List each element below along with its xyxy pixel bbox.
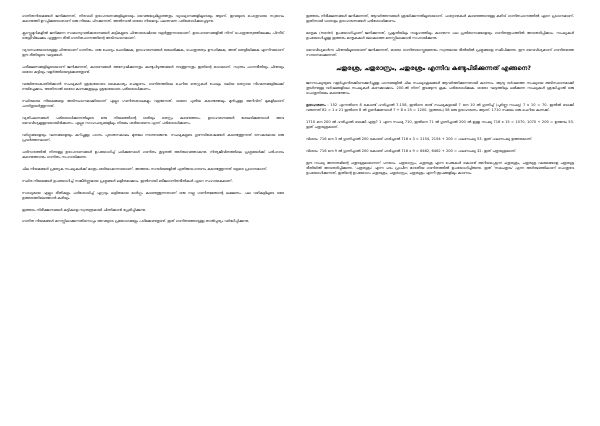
body-paragraph: ചില നിയമങ്ങൾ പ്രത്യേക സംഖ്യകൾക്ക് മാത്രം ശരിയാകുന്നവയാണ്. അത്തരം സന്ദർഭങ്ങളിൽ എതിരുദാഹരണം കണ്ടെത്തുന്നത് വളരെ പ്രധാനമാണ്. — [22, 167, 268, 171]
calculation-paragraph: വിശദം: 716 നെ 9 ൽ ഗുണിച്ചാൽ 200 കൊണ്ട് ഹരിച്ചാൽ 716 x 9 = 6462, 6462 + 200 = ഫലസംഖ്യ 32. ഇത് ചതുരശ്രമാണ്. — [306, 149, 517, 153]
body-paragraph: ജനസംഖ്യയുടെ വളർച്ചാനിരക്കിനെക്കുറിച്ചുള്ള പഠനങ്ങളിൽ ചില സംഖ്യാക്രമങ്ങൾ ആവർത്തിക്കുന്നതായി കാണാം. ആദ്യ വർഷത്തെ സംഖ്യയെ അടിസ്ഥാനമാക്കി തുടർന്നുള്ള വർഷങ്ങളിലെ സംഖ്യകൾ കണക്കാക്കാം. 200-ൽ നിന്ന് തുടങ്ങുന്ന ക്രമം പരിശോധിക്കുക. ഓരോ ഘട്ടത്തിലും ലഭിക്കുന്ന സംഖ്യകൾ ശ്രദ്ധിച്ചാൽ ഒരു പൊതുനിയമം കണ്ടെത്താം. — [306, 81, 574, 96]
body-paragraph: പരീക്ഷണങ്ങളിലൂടെയാണ് ജനിക്കുന്നത്, കാരണങ്ങൾ അന്വേഷിക്കുന്നതും കണ്ടുപിടുത്തങ്ങൾ നടത്തുന്നതും ഇതിന്റെ ഭാഗമാണ്. സ്വന്തം പഠനരീതിയും ചിന്തയും ഓരോ കുട്ടിയും വളർത്തിയെടുക്കേണ്ടതുണ്ട്. — [22, 65, 284, 75]
body-paragraph: വർഗ്ഗങ്ങളെയും ഘനങ്ങളെയും കുറിച്ചുള്ള പഠനം പുരാതനകാലം മുതലേ നടന്നുവരുന്നു. സംഖ്യകളുടെ ഗുണവിശേഷങ്ങൾ കണ്ടെത്തുന്നത് രസകരമായ ഒരു പ്രവർത്തനമാണ്. — [22, 133, 284, 143]
body-paragraph: വ്യവസ്ഥയോടെയുള്ള ചിന്തയാണ് ഗണിതം. ഒരു ചോദ്യം ചോദിക്കുക, ഉദാഹരണങ്ങൾ ശേഖരിക്കുക, പൊതുതത്വം ഊഹിക്കുക, അത് തെളിയിക്കുക എന്നിവയാണ് ഈ രീതിയുടെ ഘട്ടങ്ങൾ. — [22, 48, 284, 58]
body-paragraph: സാധ്യമായ എല്ലാ രീതികളും പരിശോധിച്ച് ഏറ്റവും ലളിതമായ മാർഗ്ഗം കണ്ടെത്തുന്നതാണ് ഒരു നല്ല ഗണിതജ്ഞന്റെ ലക്ഷണം. പല വഴികളിലൂടെ ഒരേ ഉത്തരത്തിലെത്താൻ കഴിയും. — [22, 190, 284, 200]
body-paragraph: സ്ഥിര നിയമങ്ങൾ ഉപയോഗിച്ച് സങ്കീർണ്ണമായ പ്രശ്നങ്ങൾ ലളിതമാക്കാം. ഇതിനായി ബീജഗണിതരീതികൾ ഏറെ സഹായകമാണ്. — [22, 178, 233, 183]
body-paragraph: ഇത്തരം നിരീക്ഷണങ്ങൾ കുട്ടികളെ സ്വതന്ത്രമായി ചിന്തിക്കാൻ പ്രേരിപ്പിക്കുന്നു. — [22, 207, 147, 212]
body-paragraph: ഗണിതനിയമങ്ങൾ ജനിക്കുന്നത്, നിരവധി ഉദാഹരണങ്ങളിലൂടെയും വൈരുദ്ധ്യമില്ലാത്തതും വ്യാഖ്യാനങ്ങളിലൂടെയും ആണ്. ഇവയുടെ പൊതുവായ സ്വഭാവം കണ്ടെത്തി ഉറപ്പിക്കുമ്പോഴാണ് ഒരു നിയമം പിറക്കുന്നത്. അതിനാൽ ഓരോ നിയമവും പലതവണ പരിശോധിക്കപ്പെടുന്നു. — [22, 14, 284, 24]
left-column — [22, 14, 284, 231]
intro-paragraph: ഇത്തരം നിരീക്ഷണങ്ങൾ ജനിക്കുന്നത്, ആവർത്തനങ്ങൾ ശ്രദ്ധിക്കുന്നതിലൂടെയാണ്. പാറ്റേണുകൾ കണ്ടെത്താനുള്ള കഴിവ് ഗണിതപഠനത്തിൽ ഏറെ പ്രധാനമാണ്. ഇതിനായി ധാരാളം ഉദാഹരണങ്ങൾ പരിശോധിക്കണം. — [306, 14, 574, 24]
body-paragraph: വ്യതിചലനങ്ങൾ പരിശോധിക്കുന്നതിലൂടെ ഒരു നിയമത്തിന്റെ ശരിയും തെറ്റും കണ്ടെത്താം. ഉദാഹരണങ്ങൾ ശേഖരിക്കുമ്പോൾ അവ വൈവിധ്യമുള്ളവയായിരിക്കണം. എല്ലാ സാഹചര്യങ്ങളിലും നിയമം ശരിയാണോ എന്ന് പരിശോധിക്കണം. — [22, 116, 284, 126]
intro-paragraph: മാതൃക (model) ഉപയോഗിച്ചാണ് ജനിക്കുന്നത്, പ്രകൃതിയിലും സമൂഹത്തിലും കാണുന്ന പല പ്രതിഭാസങ്ങളെയും ഗണിതരൂപത്തിൽ അവതരിപ്പിക്കാം. സംഖ്യകൾ ഉപയോഗിച്ചുള്ള ഇത്തരം മാതൃകകൾ ലോകത്തെ മനസ്സിലാക്കാൻ സഹായിക്കുന്നു. — [306, 31, 574, 41]
body-paragraph: ഗണിത നിയമങ്ങൾ മനസ്സിലാക്കുന്നതിനൊപ്പം അവയുടെ പ്രയോഗങ്ങളും പഠിക്കേണ്ടതുണ്ട്. ഇത് ഗണിതത്തോടുള്ള താൽപ്പര്യം വർദ്ധിപ്പിക്കുന്നു. — [22, 219, 250, 224]
right-column — [306, 14, 574, 183]
body-paragraph: സ്ഥിരമായ നിയമങ്ങളെ അടിസ്ഥാനമാക്കിയാണ് എല്ലാ ഗണിതശാഖകളും വളരുന്നത്. ഓരോ പുതിയ കണ്ടെത്തലും മുൻപുള്ള അറിവിന് മുകളിലാണ് പണിതുയർത്തുന്നത്. — [22, 99, 284, 109]
example-paragraph — [306, 103, 574, 113]
example-text: : 152 എന്നതിനെ 8 കൊണ്ട് ഹരിച്ചാൽ 7.158, ഇതിനെ രണ്ട് സംഖ്യകളായി 7 നെ 10 ൽ ഗുണിച്ച് (പൂർണ്ണ സംഖ്യ) 7 x 10 = 70. ഇതിൽ ബാക്കി വരുന്നത് 82 = 1 x 21 ഇതിനെ 8 ൽ ഗുണിക്കുമ്പോൾ 7 + 8 x 25 = 1200. (ഉത്തരം) 58 ഒരു ഉദാഹരണം ആണ്. 1710 സമയം ഒരു ചെറിയ കണക്ക്. — [306, 103, 574, 113]
body-paragraph: വഞ്ചിതരാകാതിരിക്കാൻ സംഖ്യകൾ ശ്രദ്ധയോടെ കൈകാര്യം ചെയ്യണം. ഗണിതത്തിലെ ചെറിയ തെറ്റുകൾ പോലും വലിയ തെറ്റായ നിഗമനങ്ങളിലേക്ക് നയിച്ചേക്കാം. അതിനാൽ ഓരോ കണക്കുകൂട്ടലും ശ്രദ്ധയോടെ പരിശോധിക്കണം. — [22, 82, 284, 92]
example-continuation: 1710 നെ 200 ൽ ഹരിച്ചാൽ ബാക്കി എത്ര? 1 എന്ന സംഖ്യ 710, ഇതിനെ 71 ൽ ഗുണിച്ചാൽ 200 ൽ ഉള്ള സംഖ്യ 716 x 15 = 1070, 1070 + 200 = ഉത്തരം 53. ഇത് ചതുരശ്രമാണ്. — [306, 120, 574, 130]
intro-paragraph: വൈവിധ്യമാർന്ന ചിന്തയിലൂടെയാണ് ജനിക്കുന്നത്, ഓരോ ഗണിതശാസ്ത്രജ്ഞനും സ്വന്തമായ രീതിയിൽ പ്രശ്നങ്ങളെ സമീപിക്കുന്നു. ഈ വൈവിധ്യമാണ് ഗണിതത്തെ സമ്പന്നമാക്കുന്നത്. — [306, 48, 574, 58]
example-label: ഉദാഹരണം — [306, 103, 326, 108]
calculation-paragraph: വിശദം: 716 നെ 3 ൽ ഗുണിച്ചാൽ 200 കൊണ്ട് ഹരിച്ചാൽ 716 x 3 = 2154, 2154 + 200 = ഫലസംഖ്യ 53. ഇത് ഫലസംഖ്യ ഉത്തരമാണ്. — [306, 137, 533, 142]
body-paragraph: ക്ലാസ്സുമുറികളിൽ ജനിക്കുന്ന സാമാന്യവൽക്കരണങ്ങൾ കുട്ടികളുടെ ചിന്താശേഷിയെ വളർത്തുന്നവയാണ്. ഉദാഹരണങ്ങളിൽ നിന്ന് പൊതുതത്വത്തിലേക്കും പിന്നീട് തെളിവിലേക്കും എത്തുന്ന രീതി ഗണിതപഠനത്തിന്റെ അടിസ്ഥാനമാണ്. — [22, 31, 284, 41]
section-heading: ചതുരശ്ര, ചതുരാസ്രം, ചതുരശ്രം എന്നിവ കണ്ടുപിടിക്കുന്നത് എങ്ങനെ? — [336, 65, 532, 72]
body-paragraph: പരിസരത്തിൽ നിന്നുള്ള ഉദാഹരണങ്ങൾ ഉപയോഗിച്ച് പഠിക്കുമ്പോൾ ഗണിതം കൂടുതൽ അർത്ഥവത്താകുന്നു. നിത്യജീവിതത്തിലെ പ്രശ്നങ്ങൾക്ക് പരിഹാരം കണ്ടെത്താനും ഗണിതം സഹായിക്കുന്നു. — [22, 150, 284, 160]
closing-paragraph: ഈ സംഖ്യ അനന്തമിന്റെ ചതുരശ്രമാണെന്ന് പറയാം. ചതുരാസ്രം, ചതുരശ്ര എന്ന പേരുകൾ കൊണ്ട് അറിയപ്പെടുന്ന ചതുരശ്രം, ചതുരശ്ര വലയങ്ങളെ ചതുരശ്ര രീതിയിൽ അവതരിപ്പിക്കുന്നു. 'ചതുരശ്രം' എന്ന പദം പ്രാചീന ഭാരതീയ ഗണിതത്തിൽ ഉപയോഗിച്ചിരുന്നു. ഇത് 'സമചതുരം' എന്ന അർത്ഥത്തിലാണ് പൊതുവേ ഉപയോഗിക്കുന്നത്. ഇതിന്റെ ഉപയോഗം ചതുരശ്രം, ചതുരാസ്രം, ചതുരശ്രം എന്നീ രൂപങ്ങളിലും കാണാം. — [306, 160, 574, 176]
